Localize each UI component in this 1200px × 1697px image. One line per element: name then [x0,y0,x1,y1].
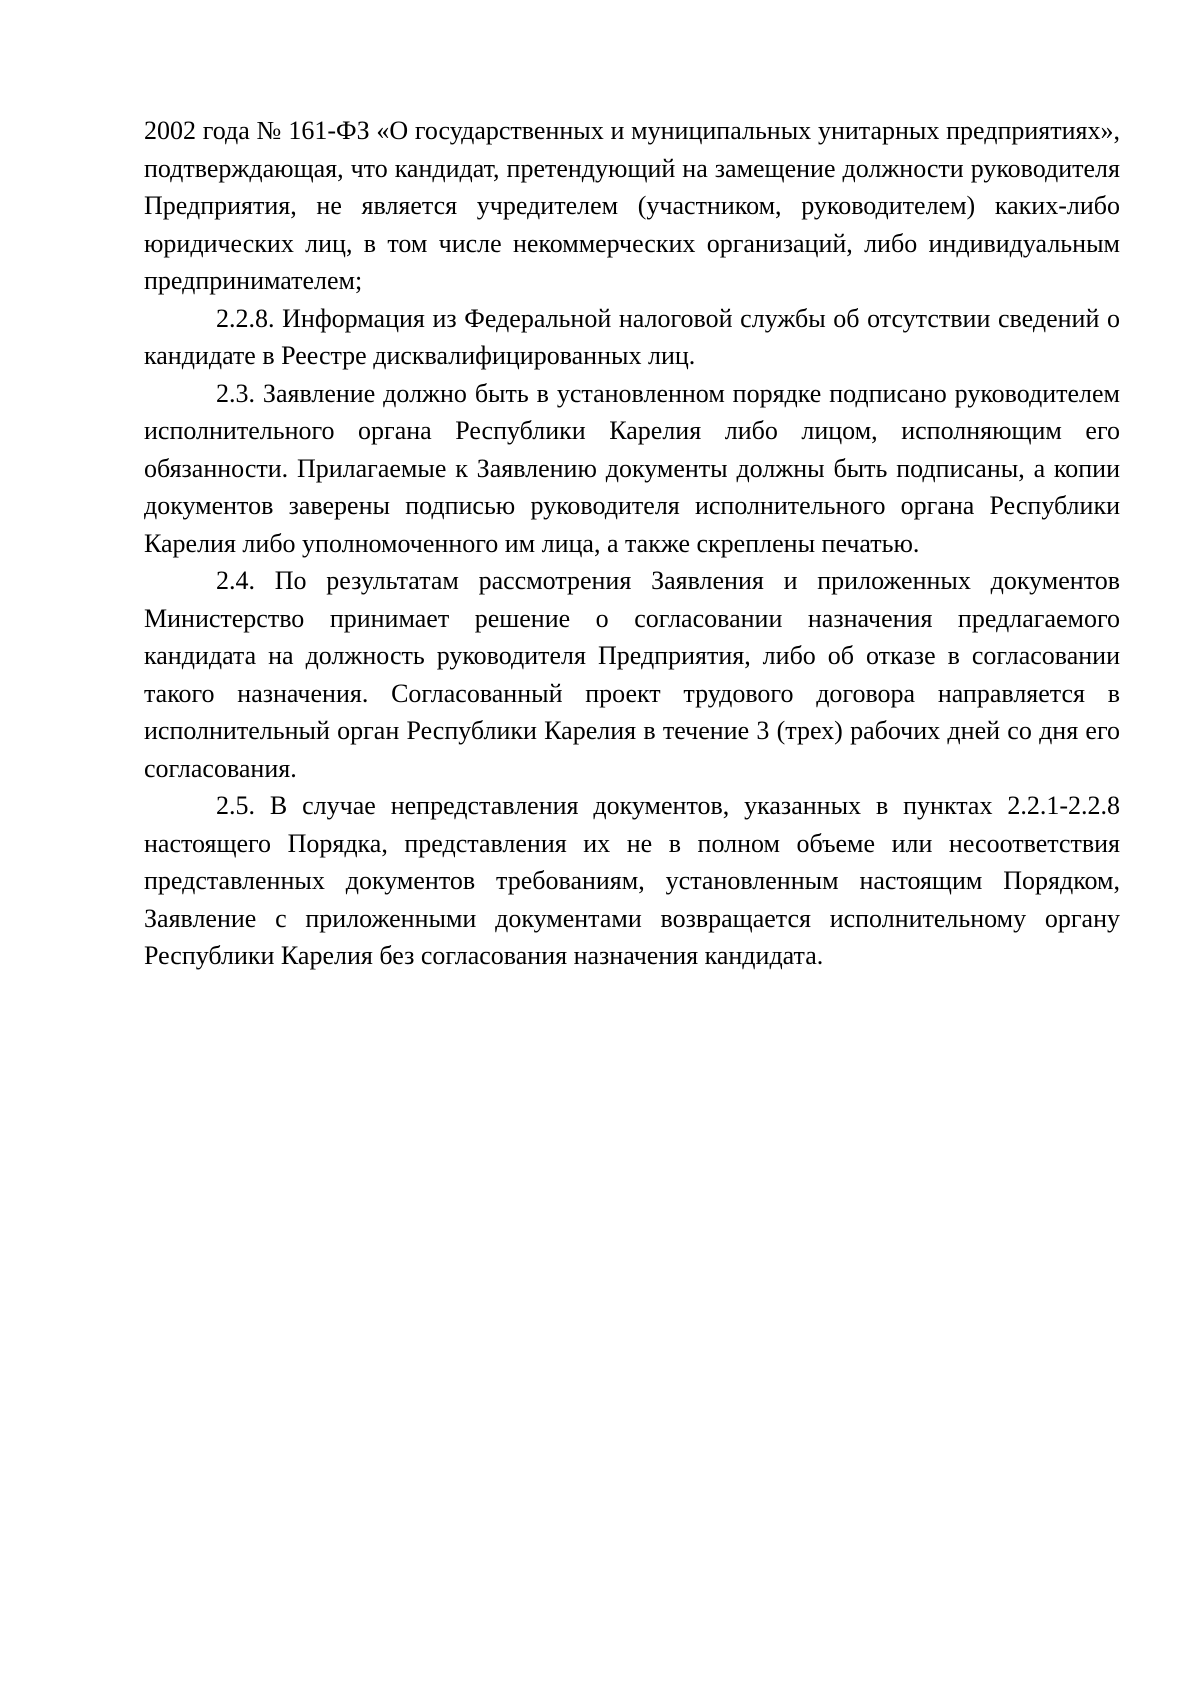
paragraph-text: Информация из Федеральной налоговой службы об отсутствии сведений о кандидате в Реестре дисквалифицированных лиц. [144,303,1120,370]
paragraph-number: 2.5. [216,791,255,820]
paragraph-2-3 [144,375,1120,563]
paragraph-text: В случае непредставления документов, указанных в пунктах 2.2.1-2.2.8 настоящего Порядка, представления их не в полном объеме или несоответствия представленных документов требованиям, установленным настоящим Порядком, Заявление с приложенными документами возвращается исполнительному органу Республики Карелия без согласования назначения кандидата. [144,791,1121,970]
paragraph-2-2-8 [144,300,1120,375]
paragraph-number: 2.3. [216,378,255,408]
document-body [144,112,1120,975]
paragraph-number: 2.2.8. [216,303,275,333]
paragraph-text: 2002 года № 161-ФЗ «О государственных и муниципальных унитарных предприятиях», подтверждающая, что кандидат, претендующий на замещение должности руководителя Предприятия, не является учредителем (участником, руководителем) каких-либо юридических лиц, в том числе некоммерческих организаций, либо индивидуальным предпринимателем; [144,116,1120,295]
paragraph-2-4 [144,562,1120,787]
paragraph-2-5 [144,787,1120,975]
paragraph-text: По результатам рассмотрения Заявления и приложенных документов Министерство принимает решение о согласовании назначения предлагаемого кандидата на должность руководителя Предприятия, либо об отказе в согласовании такого назначения. Согласованный проект трудового договора направляется в исполнительный орган Республики Карелия в течение 3 (трех) рабочих дней со дня его согласования. [144,566,1121,783]
paragraph-text: Заявление должно быть в установленном порядке подписано руководителем исполнительного органа Республики Карелия либо лицом, исполняющим его обязанности. Прилагаемые к Заявлению документы должны быть подписаны, а копии документов заверены подписью руководителя исполнительного органа Республики Карелия либо уполномоченного им лица, а также скреплены печатью. [144,378,1121,558]
paragraph-continuation [144,112,1120,300]
paragraph-number: 2.4. [216,566,255,595]
